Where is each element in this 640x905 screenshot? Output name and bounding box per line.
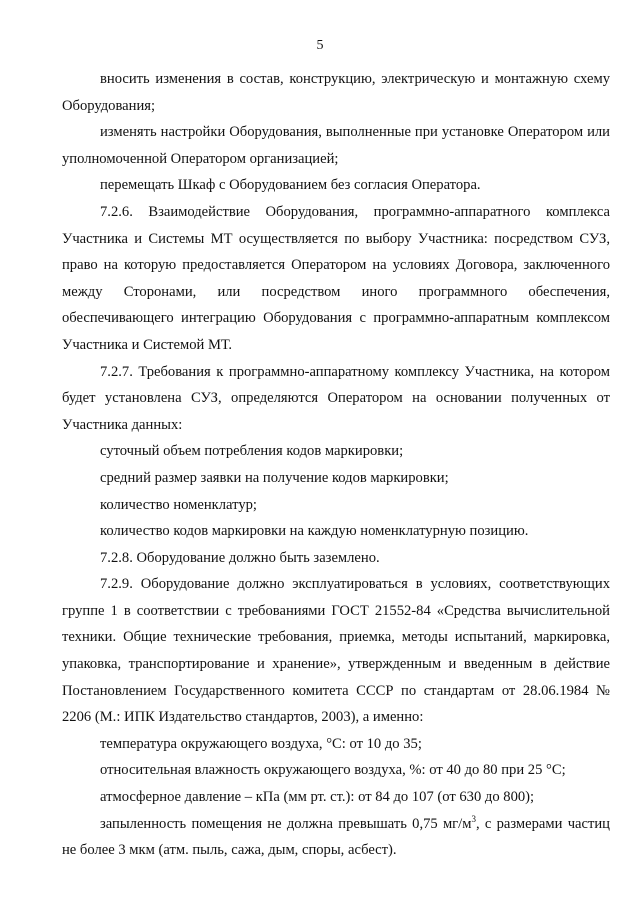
condition-pressure: атмосферное давление – кПа (мм рт. ст.): от 84 до 107 (от 630 до 800); <box>100 789 535 806</box>
list-item-nomenclature-count: количество номенклатур; <box>100 496 257 513</box>
list-item-modify-composition: вносить изменения в состав, конструкцию, электрическую и монтажную схему Оборудования; <box>62 71 610 114</box>
list-item-average-request-size: средний размер заявки на получение кодов маркировки; <box>100 469 449 486</box>
list-item-move-cabinet: перемещать Шкаф с Оборудованием без согласия Оператора. <box>100 177 481 194</box>
clause-7-2-8: 7.2.8. Оборудование должно быть заземлено. <box>100 549 380 566</box>
dust-superscript: 3 <box>471 813 476 824</box>
condition-dust <box>62 811 610 864</box>
list-item-change-settings: изменять настройки Оборудования, выполненные при установке Оператором или уполномоченной Оператором организацией; <box>62 124 610 167</box>
condition-humidity: относительная влажность окружающего воздуха, %: от 40 до 80 при 25 °С; <box>100 762 566 779</box>
list-item-daily-volume: суточный объем потребления кодов маркировки; <box>100 443 404 460</box>
dust-text-before: запыленность помещения не должна превышать 0,75 мг/м <box>100 815 472 832</box>
condition-temperature: температура окружающего воздуха, °С: от 10 до 35; <box>100 735 422 752</box>
clause-7-2-9: 7.2.9. Оборудование должно эксплуатироваться в условиях, соответствующих группе 1 в соответствии с требованиями ГОСТ 21552-84 «Средства вычислительной техники. Общие технические требования, приемка, методы испытаний, маркировка, упаковка, транспортирование и хранение», утвержденным и введенным в действие Постановлением Государственного комитета СССР по стандартам от 28.06.1984 № 2206 (М.: ИПК Издательство стандартов, 2003), а именно: <box>62 576 610 726</box>
clause-7-2-6: 7.2.6. Взаимодействие Оборудования, программно-аппаратного комплекса Участника и Системы МТ осуществляется по выбору Участника: посредством СУЗ, право на которую предоставляется Оператором на условиях Договора, заключенного между Сторонами, или посредством иного программного обеспечения, обеспечивающего интеграцию Оборудования с программно-аппаратным комплексом Участника и Системой МТ. <box>62 203 610 353</box>
page-number: 5 <box>316 38 324 53</box>
list-item-codes-per-position: количество кодов маркировки на каждую номенклатурную позицию. <box>100 523 529 540</box>
dust-text-after: , с размерами частиц не более 3 мкм (атм. пыль, сажа, дым, споры, асбест). <box>62 815 610 859</box>
clause-7-2-7: 7.2.7. Требования к программно-аппаратному комплексу Участника, на котором будет установлена СУЗ, определяются Оператором на основании полученных от Участника данных: <box>62 363 610 433</box>
document-body <box>62 66 610 864</box>
